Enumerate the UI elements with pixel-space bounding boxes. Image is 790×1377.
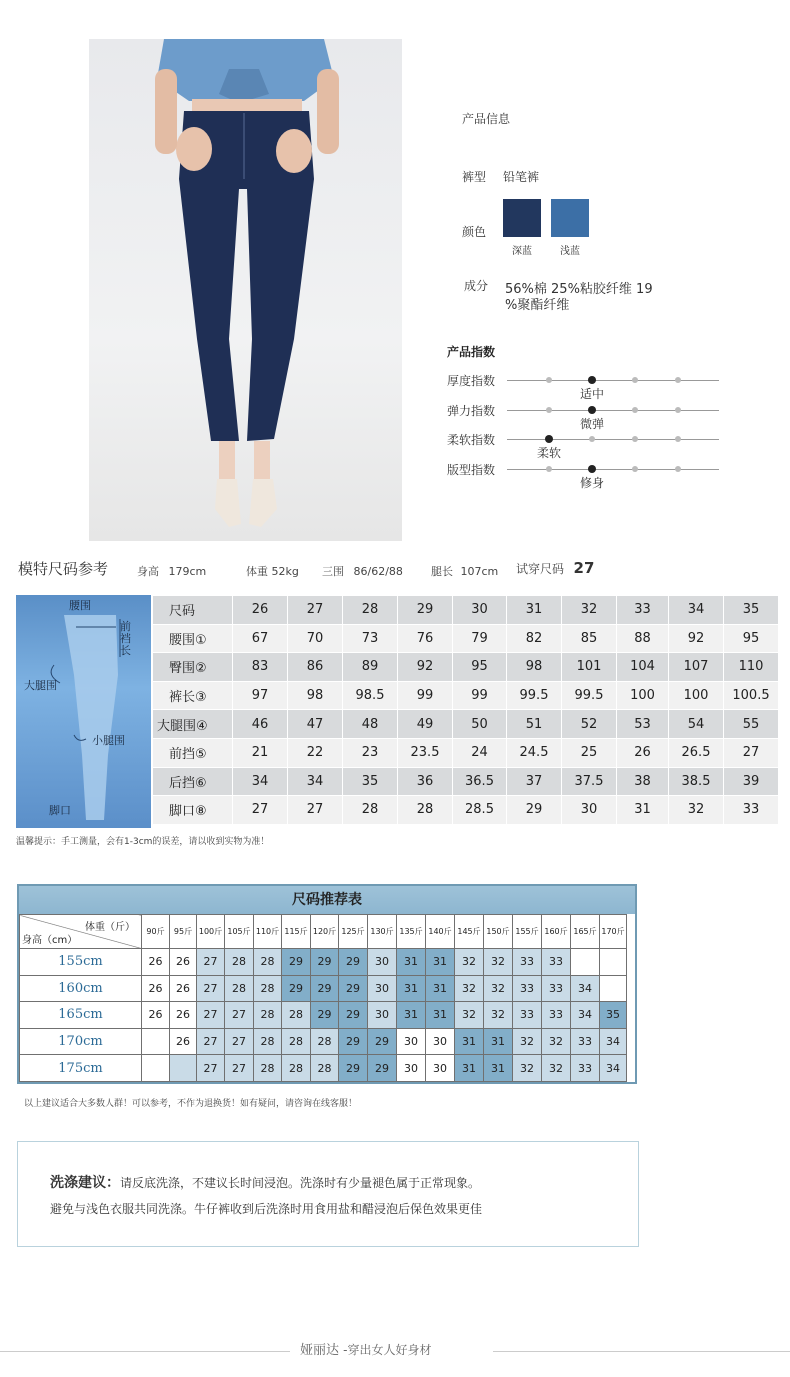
index-marker: [632, 466, 638, 472]
weight-axis-label: 体重（斤）: [85, 922, 135, 933]
product-photo: [89, 39, 402, 541]
size-cell: 92: [669, 624, 724, 653]
index-label-0: 厚度指数: [447, 374, 496, 388]
size-row-label: 裤长③: [153, 681, 233, 710]
height-label: 165cm: [20, 1002, 142, 1029]
size-cell: 35: [343, 767, 398, 796]
footer-brand: 娅丽达: [300, 1343, 340, 1358]
model-try-label: 试穿尺码: [516, 562, 565, 576]
label-calf: 小腿围: [92, 734, 125, 747]
recommend-header-row: [20, 915, 627, 949]
recommend-cell: 29: [339, 1055, 368, 1082]
model-height-label: 身高: [137, 565, 159, 578]
recommend-cell: 33: [571, 1028, 600, 1055]
index-marker: [632, 377, 638, 383]
size-cell: 39: [724, 767, 779, 796]
index-scale-line: [507, 439, 719, 440]
size-cell: 29: [507, 796, 562, 825]
size-cell: 100: [617, 681, 669, 710]
recommend-cell: 31: [426, 975, 455, 1002]
size-cell: 31: [617, 796, 669, 825]
product-info-title: 产品信息: [462, 112, 511, 126]
size-measurement-illustration: [16, 595, 151, 828]
size-cell: 32: [562, 596, 617, 625]
size-cell: 88: [617, 624, 669, 653]
size-cell: 98: [507, 653, 562, 682]
measure-note: 温馨提示：手工测量，会有1-3cm的误差，请以收到实物为准！: [16, 837, 270, 847]
size-cell: 53: [617, 710, 669, 739]
weight-header: 150斤: [484, 915, 513, 949]
recommend-cell: 26: [170, 1028, 197, 1055]
index-label-2: 柔软指数: [447, 433, 496, 447]
model-title: 模特尺码参考: [18, 560, 109, 578]
recommend-cell: 28: [254, 1002, 282, 1029]
size-cell: 86: [288, 653, 343, 682]
recommend-cell: 27: [225, 1002, 254, 1029]
size-cell: 24: [453, 738, 507, 767]
size-cell: 28: [398, 796, 453, 825]
recommend-cell: 28: [311, 1055, 339, 1082]
size-cell: 30: [562, 796, 617, 825]
recommend-cell: [142, 1028, 170, 1055]
size-row-label: 后挡⑥: [153, 767, 233, 796]
size-cell: 30: [453, 596, 507, 625]
recommend-row: [20, 975, 627, 1002]
wash-line-1: [50, 1172, 480, 1192]
height-axis-label: 身高（cm）: [22, 935, 78, 946]
recommend-cell: 34: [571, 1002, 600, 1029]
weight-header: 170斤: [600, 915, 627, 949]
jeans-model-illustration: [89, 39, 402, 541]
size-cell: 51: [507, 710, 562, 739]
index-marker: [546, 377, 552, 383]
size-cell: 38: [617, 767, 669, 796]
weight-header: 95斤: [170, 915, 197, 949]
size-cell: 95: [453, 653, 507, 682]
size-cell: 95: [724, 624, 779, 653]
recommend-cell: 33: [513, 949, 542, 976]
footer-slogan-text: -穿出女人好身材: [343, 1343, 432, 1357]
size-cell: 36.5: [453, 767, 507, 796]
recommend-cell: 27: [197, 1002, 225, 1029]
size-cell: 99.5: [562, 681, 617, 710]
recommend-cell: 30: [426, 1028, 455, 1055]
recommend-cell: 32: [455, 975, 484, 1002]
recommend-row: [20, 1002, 627, 1029]
recommend-cell: 29: [368, 1028, 397, 1055]
recommend-cell: 33: [542, 975, 571, 1002]
recommend-cell: 34: [600, 1055, 627, 1082]
size-cell: 107: [669, 653, 724, 682]
recommend-cell: 32: [484, 949, 513, 976]
model-measure-label: 三围: [322, 565, 344, 578]
index-marker: [675, 436, 681, 442]
weight-header: 125斤: [339, 915, 368, 949]
size-cell: 99.5: [507, 681, 562, 710]
recommend-cell: 31: [455, 1028, 484, 1055]
recommend-cell: 26: [142, 949, 170, 976]
size-cell: 27: [724, 738, 779, 767]
index-marker: [675, 407, 681, 413]
model-leg-value: 107cm: [460, 565, 499, 578]
size-table-row: [153, 624, 779, 653]
recommend-cell: [600, 975, 627, 1002]
recommend-title: 尺码推荐表: [19, 886, 635, 914]
index-marker: [632, 407, 638, 413]
size-cell: 52: [562, 710, 617, 739]
recommend-axis-corner: [20, 915, 142, 949]
recommend-cell: 27: [197, 949, 225, 976]
recommend-cell: 32: [513, 1028, 542, 1055]
index-marker: [632, 436, 638, 442]
recommend-cell: 28: [282, 1055, 311, 1082]
height-label: 170cm: [20, 1028, 142, 1055]
recommend-cell: 30: [397, 1055, 426, 1082]
index-marker: [675, 377, 681, 383]
recommend-cell: 31: [397, 975, 426, 1002]
recommend-cell: [571, 949, 600, 976]
size-cell: 83: [233, 653, 288, 682]
recommend-note: 以上建议适合大多数人群！可以参考，不作为退换货！如有疑问，请咨询在线客服！: [24, 1099, 358, 1109]
recommend-cell: 33: [542, 1002, 571, 1029]
size-cell: 100: [669, 681, 724, 710]
recommend-cell: 27: [197, 975, 225, 1002]
recommend-cell: 31: [455, 1055, 484, 1082]
recommend-cell: [600, 949, 627, 976]
color-swatch-dark-blue[interactable]: [503, 199, 541, 237]
recommend-cell: 29: [311, 975, 339, 1002]
size-cell: 73: [343, 624, 398, 653]
weight-header: 165斤: [571, 915, 600, 949]
recommend-cell: 31: [426, 949, 455, 976]
size-table-row: [153, 796, 779, 825]
size-cell: 38.5: [669, 767, 724, 796]
composition-line-2: %聚酯纤维: [505, 298, 570, 313]
index-marker-selected: [588, 406, 596, 414]
recommend-row: [20, 1028, 627, 1055]
recommend-row: [20, 1055, 627, 1082]
recommend-cell: 34: [600, 1028, 627, 1055]
color-swatch-light-blue[interactable]: [551, 199, 589, 237]
weight-header: 155斤: [513, 915, 542, 949]
recommend-cell: 27: [197, 1028, 225, 1055]
size-table-row: [153, 653, 779, 682]
recommend-cell: 28: [282, 1002, 311, 1029]
recommend-cell: 29: [282, 975, 311, 1002]
recommend-cell: 32: [542, 1055, 571, 1082]
weight-header: 145斤: [455, 915, 484, 949]
fit-value: 铅笔裤: [503, 170, 540, 184]
size-cell: 50: [453, 710, 507, 739]
recommend-cell: 27: [225, 1028, 254, 1055]
recommend-cell: 29: [339, 949, 368, 976]
recommend-row: [20, 949, 627, 976]
size-cell: 34: [288, 767, 343, 796]
size-cell: 92: [398, 653, 453, 682]
size-cell: 98.5: [343, 681, 398, 710]
size-cell: 26: [233, 596, 288, 625]
size-cell: 101: [562, 653, 617, 682]
size-row-label: 脚口⑧: [153, 796, 233, 825]
height-label: 160cm: [20, 975, 142, 1002]
color-name-dark-blue: 深蓝: [512, 246, 532, 257]
model-leg: [431, 563, 498, 579]
size-cell: 49: [398, 710, 453, 739]
recommend-cell: 32: [455, 949, 484, 976]
recommend-cell: 33: [542, 949, 571, 976]
recommend-cell: 29: [339, 975, 368, 1002]
size-table-row: [153, 738, 779, 767]
wash-text-1: 请反底洗涤，不建议长时间浸泡。洗涤时有少量褪色属于正常现象。: [120, 1176, 481, 1190]
footer-slogan: [300, 1339, 432, 1358]
size-cell: 34: [233, 767, 288, 796]
size-cell: 37: [507, 767, 562, 796]
index-scale-line: [507, 380, 719, 381]
recommend-cell: [142, 1055, 170, 1082]
weight-header: 135斤: [397, 915, 426, 949]
size-cell: 25: [562, 738, 617, 767]
size-row-label: 臀围②: [153, 653, 233, 682]
recommend-cell: 26: [170, 1002, 197, 1029]
size-cell: 26: [617, 738, 669, 767]
index-value-0: 适中: [579, 387, 604, 401]
index-label-1: 弹力指数: [447, 403, 496, 418]
recommend-grid: [19, 914, 627, 1082]
index-label-3: 版型指数: [447, 462, 496, 477]
size-cell: 100.5: [724, 681, 779, 710]
recommend-cell: 26: [142, 975, 170, 1002]
index-marker: [546, 407, 552, 413]
recommend-cell: 33: [513, 1002, 542, 1029]
index-value-2: 柔软: [536, 446, 561, 460]
size-cell: 26.5: [669, 738, 724, 767]
size-cell: 89: [343, 653, 398, 682]
size-row-label: 腰围①: [153, 624, 233, 653]
recommend-cell: 32: [484, 1002, 513, 1029]
composition-label: 成分: [464, 279, 489, 293]
size-cell: 54: [669, 710, 724, 739]
wash-title: 洗涤建议：: [50, 1175, 120, 1191]
size-cell: 21: [233, 738, 288, 767]
recommend-cell: 27: [225, 1055, 254, 1082]
size-row-label: 前挡⑤: [153, 738, 233, 767]
color-label: 颜色: [462, 225, 487, 239]
model-weight-label: 体重: [246, 565, 268, 578]
size-cell: 28.5: [453, 796, 507, 825]
size-recommendation-table: [17, 884, 637, 1084]
size-cell: 99: [453, 681, 507, 710]
label-front-rise: 前裆长: [120, 620, 131, 657]
size-cell: 70: [288, 624, 343, 653]
fit-label: 裤型: [462, 170, 487, 184]
size-cell: 97: [233, 681, 288, 710]
recommend-cell: 31: [397, 949, 426, 976]
size-cell: 35: [724, 596, 779, 625]
size-cell: 98: [288, 681, 343, 710]
weight-header: 160斤: [542, 915, 571, 949]
model-height-value: 179cm: [168, 565, 207, 578]
composition-line-1: 56%棉 25%粘胶纤维 19: [505, 282, 653, 297]
recommend-cell: 28: [311, 1028, 339, 1055]
size-table-row: [153, 710, 779, 739]
size-cell: 37.5: [562, 767, 617, 796]
index-marker-selected: [588, 376, 596, 384]
size-table-row: [153, 767, 779, 796]
model-leg-label: 腿长: [431, 565, 453, 578]
recommend-cell: 26: [142, 1002, 170, 1029]
recommend-cell: 31: [484, 1055, 513, 1082]
size-row-label: 尺码: [153, 596, 233, 625]
size-cell: 82: [507, 624, 562, 653]
recommend-cell: 29: [311, 1002, 339, 1029]
height-label: 155cm: [20, 949, 142, 976]
model-weight: [246, 563, 299, 579]
recommend-cell: 28: [225, 975, 254, 1002]
recommend-cell: 30: [368, 949, 397, 976]
size-cell: 28: [343, 596, 398, 625]
recommend-cell: 29: [339, 1028, 368, 1055]
index-marker-selected: [545, 435, 553, 443]
size-cell: 47: [288, 710, 343, 739]
recommend-cell: 29: [282, 949, 311, 976]
weight-header: 120斤: [311, 915, 339, 949]
height-label: 175cm: [20, 1055, 142, 1082]
recommend-cell: 29: [311, 949, 339, 976]
size-cell: 99: [398, 681, 453, 710]
model-height: [137, 563, 206, 579]
size-cell: 22: [288, 738, 343, 767]
recommend-cell: 28: [254, 1028, 282, 1055]
recommend-cell: 29: [368, 1055, 397, 1082]
recommend-cell: 30: [368, 1002, 397, 1029]
index-scale-line: [507, 469, 719, 470]
size-cell: 33: [617, 596, 669, 625]
index-marker: [675, 466, 681, 472]
wash-advice-box: [17, 1141, 639, 1247]
recommend-cell: 28: [225, 949, 254, 976]
recommend-cell: 28: [254, 1055, 282, 1082]
index-marker-selected: [588, 465, 596, 473]
recommend-cell: 30: [397, 1028, 426, 1055]
size-cell: 36: [398, 767, 453, 796]
footer-divider-right: [493, 1351, 790, 1352]
recommend-cell: 32: [513, 1055, 542, 1082]
size-cell: 104: [617, 653, 669, 682]
recommend-cell: 29: [339, 1002, 368, 1029]
wash-text-2: 避免与浅色衣服共同洗涤。牛仔裤收到后洗涤时用食用盐和醋浸泡后保色效果更佳: [50, 1202, 483, 1216]
weight-header: 90斤: [142, 915, 170, 949]
recommend-cell: 28: [282, 1028, 311, 1055]
size-table: [152, 595, 779, 825]
recommend-cell: 32: [484, 975, 513, 1002]
recommend-cell: 30: [426, 1055, 455, 1082]
recommend-cell: [170, 1055, 197, 1082]
size-cell: 29: [398, 596, 453, 625]
recommend-cell: 32: [455, 1002, 484, 1029]
label-waist: 腰围: [69, 599, 91, 612]
recommend-cell: 28: [254, 975, 282, 1002]
size-cell: 23: [343, 738, 398, 767]
footer-divider-left: [0, 1351, 290, 1352]
recommend-cell: 31: [484, 1028, 513, 1055]
size-cell: 23.5: [398, 738, 453, 767]
size-cell: 31: [507, 596, 562, 625]
recommend-cell: 33: [513, 975, 542, 1002]
size-cell: 48: [343, 710, 398, 739]
size-row-label: 大腿围④: [153, 710, 233, 739]
recommend-cell: 30: [368, 975, 397, 1002]
size-cell: 33: [724, 796, 779, 825]
index-marker: [589, 436, 595, 442]
model-weight-value: 52kg: [271, 565, 299, 578]
index-title: 产品指数: [447, 345, 496, 359]
recommend-cell: 26: [170, 949, 197, 976]
size-cell: 46: [233, 710, 288, 739]
model-reference: [18, 558, 108, 579]
recommend-cell: 32: [542, 1028, 571, 1055]
index-value-3: 修身: [579, 475, 604, 490]
weight-header: 140斤: [426, 915, 455, 949]
label-thigh: 大腿围: [24, 679, 57, 692]
weight-header: 130斤: [368, 915, 397, 949]
index-scale-line: [507, 410, 719, 411]
weight-header: 110斤: [254, 915, 282, 949]
size-cell: 55: [724, 710, 779, 739]
size-table-row: [153, 596, 779, 625]
recommend-cell: 31: [397, 1002, 426, 1029]
recommend-cell: 33: [571, 1055, 600, 1082]
recommend-cell: 35: [600, 1002, 627, 1029]
index-area: [447, 372, 727, 492]
recommend-cell: 28: [254, 949, 282, 976]
size-cell: 110: [724, 653, 779, 682]
model-try-value: 27: [573, 559, 595, 577]
model-measure-value: 86/62/88: [353, 565, 403, 578]
weight-header: 115斤: [282, 915, 311, 949]
recommend-cell: 34: [571, 975, 600, 1002]
weight-header: 105斤: [225, 915, 254, 949]
model-try-size: [516, 559, 594, 577]
index-marker: [546, 466, 552, 472]
label-hem: 脚口: [49, 804, 71, 817]
size-table-row: [153, 681, 779, 710]
size-cell: 27: [288, 596, 343, 625]
recommend-cell: 26: [170, 975, 197, 1002]
size-cell: 34: [669, 596, 724, 625]
size-cell: 67: [233, 624, 288, 653]
size-cell: 85: [562, 624, 617, 653]
recommend-cell: 27: [197, 1055, 225, 1082]
size-cell: 27: [288, 796, 343, 825]
model-measure: [322, 563, 403, 579]
size-cell: 24.5: [507, 738, 562, 767]
size-cell: 79: [453, 624, 507, 653]
index-value-1: 微弹: [579, 416, 604, 431]
color-name-light-blue: 浅蓝: [560, 246, 580, 257]
size-cell: 32: [669, 796, 724, 825]
weight-header: 100斤: [197, 915, 225, 949]
size-cell: 27: [233, 796, 288, 825]
size-cell: 76: [398, 624, 453, 653]
size-cell: 28: [343, 796, 398, 825]
recommend-cell: 31: [426, 1002, 455, 1029]
